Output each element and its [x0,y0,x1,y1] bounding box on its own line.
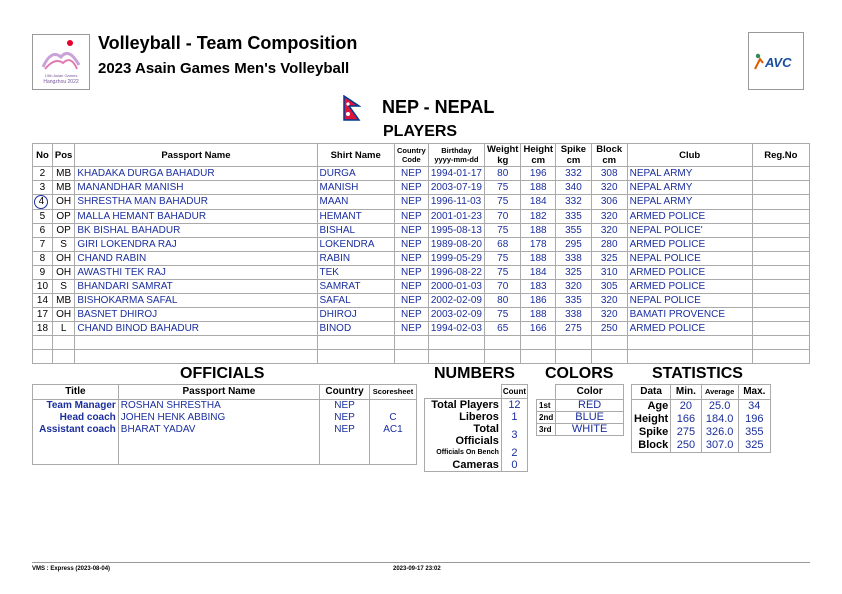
footer-software: VMS : Express (2023-08-04) [32,566,111,572]
numbers-label: Liberos [425,411,502,423]
stat-max: 325 [738,439,770,453]
player-number: 8 [33,252,53,266]
player-shirt-name: DHIROJ [317,308,394,322]
player-height: 188 [521,181,556,195]
player-weight: 65 [484,322,521,336]
player-position: S [52,238,74,252]
player-weight: 75 [484,224,521,238]
official-country: NEP [320,424,370,465]
color-row [537,424,624,436]
col-passport-name: Passport Name [75,144,317,167]
table-row [33,322,810,336]
empty-cell [317,350,394,364]
player-shirt-name: RABIN [317,252,394,266]
player-spike: 355 [556,224,592,238]
footer-divider [32,562,810,563]
empty-cell [484,336,521,350]
player-birthday: 1994-02-03 [428,322,484,336]
captain-marker: 4 [34,195,48,209]
player-height: 196 [521,167,556,181]
player-shirt-name: BINOD [317,322,394,336]
player-club: BAMATI PROVENCE [627,308,752,322]
player-passport-name: BK BISHAL BAHADUR [75,224,317,238]
officials-table [32,384,417,465]
col-scoresheet: Scoresheet [370,385,417,400]
stat-max: 34 [738,400,770,414]
player-number: 9 [33,266,53,280]
empty-cell [52,350,74,364]
col-official-country: Country [320,385,370,400]
player-height: 188 [521,224,556,238]
table-row [33,252,810,266]
empty-cell [627,336,752,350]
player-spike: 332 [556,195,592,210]
stat-min: 250 [671,439,701,453]
player-passport-name: KHADAKA DURGA BAHADUR [75,167,317,181]
player-height: 188 [521,252,556,266]
player-weight: 80 [484,294,521,308]
col-max: Max. [738,385,770,400]
player-club: NEPAL POLICE [627,294,752,308]
empty-cell [75,336,317,350]
col-title: Title [33,385,119,400]
player-country: NEP [394,238,428,252]
official-country: NEP [320,400,370,413]
player-club: ARMED POLICE [627,322,752,336]
col-country: Country Code [394,144,428,167]
player-club: NEPAL POLICE [627,252,752,266]
player-reg-no [752,181,809,195]
player-shirt-name: TEK [317,266,394,280]
player-birthday: 1999-05-29 [428,252,484,266]
player-block: 306 [591,195,627,210]
numbers-value: 1 [501,411,527,423]
player-birthday: 2003-07-19 [428,181,484,195]
stat-label: Age [632,400,671,414]
player-country: NEP [394,167,428,181]
player-number: 5 [33,210,53,224]
player-country: NEP [394,252,428,266]
player-passport-name: BHANDARI SAMRAT [75,280,317,294]
stat-label: Block [632,439,671,453]
player-weight: 75 [484,252,521,266]
player-spike: 295 [556,238,592,252]
player-block: 305 [591,280,627,294]
player-spike: 320 [556,280,592,294]
player-passport-name: CHAND RABIN [75,252,317,266]
empty-row [33,350,810,364]
player-block: 325 [591,252,627,266]
stat-row [632,439,771,453]
numbers-table [424,384,528,472]
player-club: ARMED POLICE [627,280,752,294]
color-row [537,400,624,412]
player-shirt-name: SAMRAT [317,280,394,294]
player-country: NEP [394,294,428,308]
player-block: 320 [591,294,627,308]
col-pos: Pos [52,144,74,167]
player-position: L [52,322,74,336]
player-club: NEPAL ARMY [627,195,752,210]
player-birthday: 2001-01-23 [428,210,484,224]
player-country: NEP [394,280,428,294]
col-average: Average [701,385,738,400]
player-weight: 75 [484,308,521,322]
empty-cell [556,350,592,364]
player-height: 188 [521,308,556,322]
player-weight: 80 [484,167,521,181]
svg-text:Hangzhou 2022: Hangzhou 2022 [43,79,79,85]
player-club: NEPAL ARMY [627,167,752,181]
empty-cell [428,336,484,350]
empty-cell [521,336,556,350]
official-title: Team Manager [33,400,119,413]
official-title: Assistant coach [33,424,119,465]
empty-cell [591,336,627,350]
player-number [33,195,53,210]
player-passport-name: AWASTHI TEK RAJ [75,266,317,280]
player-spike: 338 [556,308,592,322]
player-block: 250 [591,322,627,336]
stat-min: 20 [671,400,701,414]
player-block: 308 [591,167,627,181]
player-block: 320 [591,308,627,322]
table-row [33,294,810,308]
color-order: 2nd [537,412,556,424]
stat-row [632,400,771,414]
team-title: NEP - NEPAL [382,97,495,117]
col-official-name: Passport Name [118,385,319,400]
player-reg-no [752,167,809,181]
stat-average: 184.0 [701,413,738,426]
color-order: 1st [537,400,556,412]
numbers-value: 12 [501,399,527,412]
player-passport-name: BISHOKARMA SAFAL [75,294,317,308]
empty-cell [317,336,394,350]
player-number: 2 [33,167,53,181]
player-spike: 338 [556,252,592,266]
col-count: Count [501,385,527,399]
empty-cell [591,350,627,364]
avc-logo [748,32,804,90]
player-weight: 70 [484,280,521,294]
empty-cell [484,350,521,364]
nepal-flag-icon [343,95,361,121]
empty-cell [627,350,752,364]
player-passport-name: MALLA HEMANT BAHADUR [75,210,317,224]
player-passport-name: BASNET DHIROJ [75,308,317,322]
player-passport-name: CHAND BINOD BAHADUR [75,322,317,336]
player-spike: 340 [556,181,592,195]
footer-timestamp: 2023-09-17 23:02 [393,566,441,572]
official-row [33,412,417,424]
player-reg-no [752,252,809,266]
player-weight: 75 [484,195,521,210]
official-row [33,424,417,465]
player-shirt-name: LOKENDRA [317,238,394,252]
player-number: 3 [33,181,53,195]
player-reg-no [752,210,809,224]
player-country: NEP [394,308,428,322]
player-block: 320 [591,210,627,224]
player-spike: 335 [556,210,592,224]
empty-cell [556,336,592,350]
numbers-row [425,423,528,447]
color-order: 3rd [537,424,556,436]
player-position: OP [52,224,74,238]
numbers-row [425,447,528,459]
player-reg-no [752,224,809,238]
asian-games-logo [32,34,90,90]
stat-average: 25.0 [701,400,738,414]
col-club: Club [627,144,752,167]
player-position: OH [52,252,74,266]
player-position: MB [52,167,74,181]
player-position: S [52,280,74,294]
player-position: MB [52,181,74,195]
svg-text:19th Asian Games: 19th Asian Games [44,73,78,78]
player-number: 14 [33,294,53,308]
player-country: NEP [394,266,428,280]
table-row [33,210,810,224]
player-shirt-name: MANISH [317,181,394,195]
officials-heading: OFFICIALS [180,365,265,382]
player-number: 18 [33,322,53,336]
stat-row [632,413,771,426]
player-reg-no [752,322,809,336]
player-spike: 332 [556,167,592,181]
color-value: WHITE [556,424,624,436]
official-scoresheet: AC1 [370,424,417,465]
page-subtitle: 2023 Asain Games Men's Volleyball [98,60,350,77]
numbers-label: Total Players [425,399,502,412]
player-shirt-name: BISHAL [317,224,394,238]
player-height: 184 [521,195,556,210]
player-reg-no [752,266,809,280]
player-height: 166 [521,322,556,336]
player-birthday: 1995-08-13 [428,224,484,238]
empty-cell [33,350,53,364]
empty-cell [394,336,428,350]
player-shirt-name: SAFAL [317,294,394,308]
col-height: Height cm [521,144,556,167]
player-country: NEP [394,181,428,195]
empty-cell [752,350,809,364]
player-position: OH [52,308,74,322]
table-row [33,308,810,322]
stat-min: 275 [671,426,701,439]
table-row [33,266,810,280]
empty-cell [394,350,428,364]
stat-row [632,426,771,439]
player-weight: 70 [484,210,521,224]
player-number: 17 [33,308,53,322]
player-weight: 75 [484,266,521,280]
player-reg-no [752,238,809,252]
numbers-heading: NUMBERS [434,365,515,382]
official-title: Head coach [33,412,119,424]
page-title: Volleyball - Team Composition [98,33,358,53]
empty-cell [33,336,53,350]
player-spike: 275 [556,322,592,336]
official-scoresheet: C [370,412,417,424]
empty-cell [52,336,74,350]
numbers-value: 2 [501,447,527,459]
player-country: NEP [394,195,428,210]
stat-average: 326.0 [701,426,738,439]
player-birthday: 2003-02-09 [428,308,484,322]
player-country: NEP [394,210,428,224]
player-height: 182 [521,210,556,224]
player-birthday: 1994-01-17 [428,167,484,181]
player-number: 7 [33,238,53,252]
player-block: 320 [591,224,627,238]
player-position: OH [52,266,74,280]
empty-cell [752,336,809,350]
numbers-row [425,459,528,472]
color-value: BLUE [556,412,624,424]
numbers-label: Officials On Bench [425,447,502,459]
col-shirt-name: Shirt Name [317,144,394,167]
player-block: 320 [591,181,627,195]
col-birthday: Birthday yyyy-mm-dd [428,144,484,167]
player-birthday: 2000-01-03 [428,280,484,294]
player-reg-no [752,195,809,210]
player-block: 280 [591,238,627,252]
table-row [33,167,810,181]
player-club: ARMED POLICE [627,210,752,224]
player-passport-name: SHRESTHA MAN BAHADUR [75,195,317,210]
player-weight: 68 [484,238,521,252]
table-row [33,238,810,252]
table-row [33,195,810,210]
color-row [537,412,624,424]
player-position: OH [52,195,74,210]
player-height: 186 [521,294,556,308]
player-spike: 325 [556,266,592,280]
statistics-table [631,384,771,453]
official-scoresheet [370,400,417,413]
player-shirt-name: HEMANT [317,210,394,224]
stat-average: 307.0 [701,439,738,453]
player-number: 6 [33,224,53,238]
official-country: NEP [320,412,370,424]
player-spike: 335 [556,294,592,308]
players-heading: PLAYERS [383,123,458,140]
table-row [33,224,810,238]
player-height: 183 [521,280,556,294]
empty-cell [75,350,317,364]
svg-text:AVC: AVC [765,55,792,70]
statistics-heading: STATISTICS [652,365,743,382]
numbers-value: 3 [501,423,527,447]
numbers-label: Cameras [425,459,502,472]
player-reg-no [752,294,809,308]
colors-heading: COLORS [545,365,614,382]
col-no: No [33,144,53,167]
col-spike: Spike cm [556,144,592,167]
player-club: ARMED POLICE [627,238,752,252]
stat-min: 166 [671,413,701,426]
player-position: MB [52,294,74,308]
stat-max: 355 [738,426,770,439]
table-row [33,280,810,294]
colors-table [536,384,624,436]
stat-label: Height [632,413,671,426]
color-value: RED [556,400,624,412]
col-color: Color [556,385,624,400]
col-weight: Weight kg [484,144,521,167]
col-data: Data [632,385,671,400]
player-height: 184 [521,266,556,280]
official-name: JOHEN HENK ABBING [118,412,319,424]
official-row [33,400,417,413]
player-club: NEPAL ARMY [627,181,752,195]
player-club: NEPAL POLICE' [627,224,752,238]
asian-games-emblem-icon [33,35,89,89]
players-header-row [33,144,810,167]
player-passport-name: MANANDHAR MANISH [75,181,317,195]
player-number: 10 [33,280,53,294]
numbers-row [425,399,528,412]
col-min: Min. [671,385,701,400]
col-reg-no: Reg.No [752,144,809,167]
player-shirt-name: DURGA [317,167,394,181]
player-birthday: 1996-08-22 [428,266,484,280]
player-position: OP [52,210,74,224]
players-table [32,143,810,364]
empty-cell [521,350,556,364]
numbers-row [425,411,528,423]
table-row [33,181,810,195]
stat-label: Spike [632,426,671,439]
player-shirt-name: MAAN [317,195,394,210]
player-passport-name: GIRI LOKENDRA RAJ [75,238,317,252]
player-country: NEP [394,322,428,336]
player-reg-no [752,280,809,294]
player-birthday: 1996-11-03 [428,195,484,210]
player-country: NEP [394,224,428,238]
avc-emblem-icon [751,49,801,73]
stat-max: 196 [738,413,770,426]
empty-row [33,336,810,350]
official-name: ROSHAN SHRESTHA [118,400,319,413]
player-block: 310 [591,266,627,280]
player-height: 178 [521,238,556,252]
player-reg-no [752,308,809,322]
numbers-value: 0 [501,459,527,472]
player-club: ARMED POLICE [627,266,752,280]
empty-cell [428,350,484,364]
player-weight: 75 [484,181,521,195]
numbers-label: Total Officials [425,423,502,447]
col-block: Block cm [591,144,627,167]
player-birthday: 1989-08-20 [428,238,484,252]
player-birthday: 2002-02-09 [428,294,484,308]
official-name: BHARAT YADAV [118,424,319,465]
